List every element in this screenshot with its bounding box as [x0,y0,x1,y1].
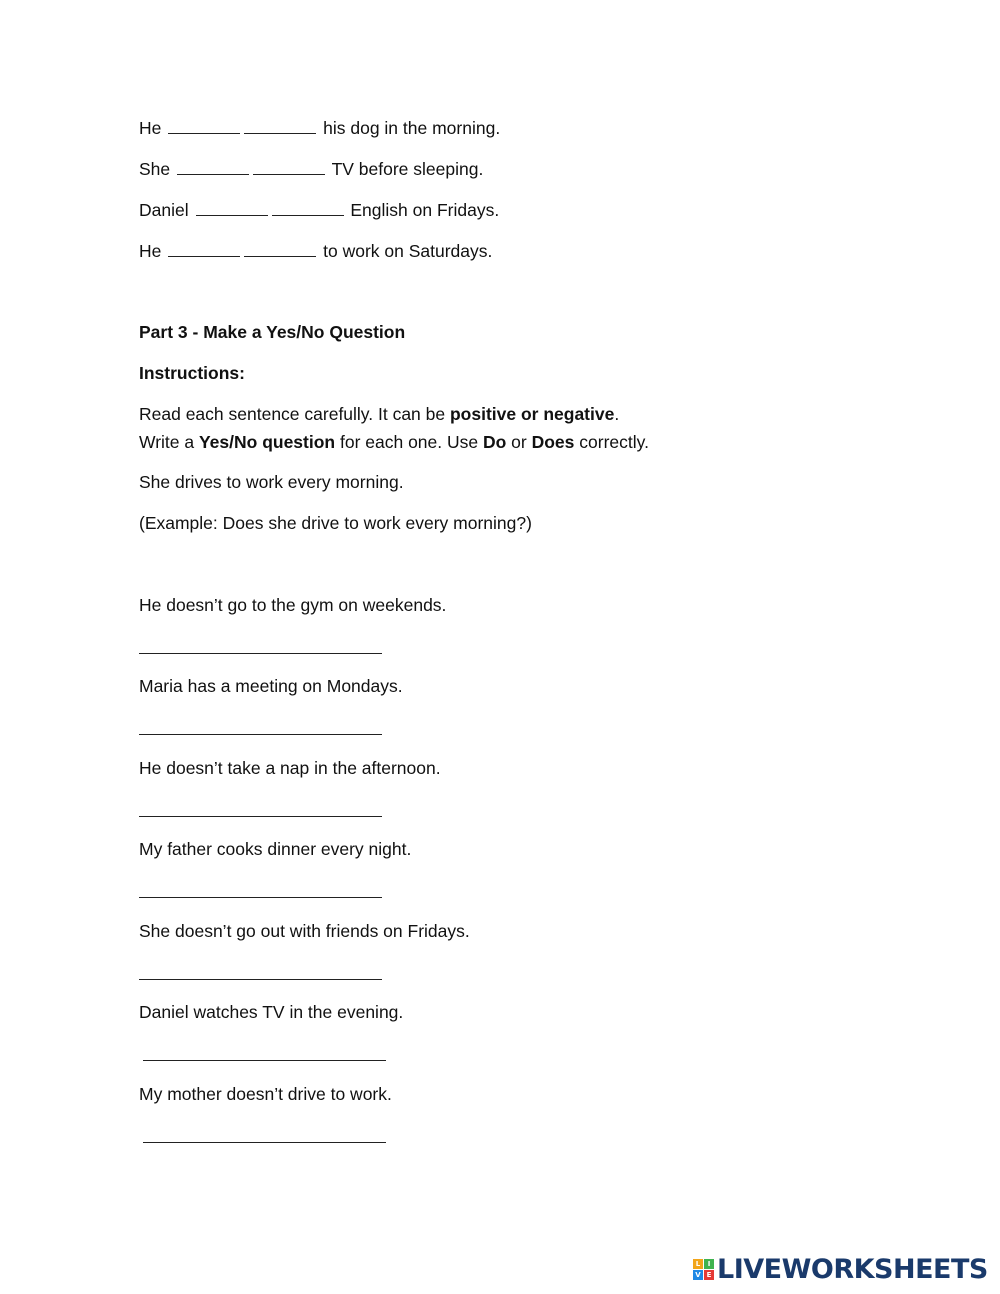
blank-field-1[interactable] [168,119,240,134]
answer-field-1[interactable] [139,627,382,653]
logo-mark-v: V [693,1270,703,1280]
instruction-text: . [614,404,620,424]
answer-underline [143,1142,386,1143]
logo-mark-icon [693,1259,714,1280]
liveworksheets-logo [693,1254,988,1284]
answer-underline [139,816,382,817]
question-item-6: Daniel watches TV in the evening. [139,1002,404,1022]
answer-field-7[interactable] [143,1116,386,1142]
instruction-bold: Does [531,432,575,452]
answer-underline [139,897,382,898]
part2-sentence-1 [139,116,500,140]
sentence-rest: his dog in the morning. [323,118,501,138]
answer-field-6[interactable] [143,1034,386,1060]
blank-field-2[interactable] [272,201,344,216]
blank-field-1[interactable] [196,201,268,216]
sentence-subject: He [139,118,162,138]
instruction-text: for each one. Use [335,432,483,452]
instruction-line-2 [139,430,649,454]
sentence-subject: He [139,241,162,261]
question-item-1: He doesn’t go to the gym on weekends. [139,595,447,615]
sentence-rest: English on Fridays. [350,200,500,220]
part2-sentence-4 [139,239,492,263]
answer-field-5[interactable] [139,953,382,979]
answer-field-3[interactable] [139,790,382,816]
question-item-4: My father cooks dinner every night. [139,839,412,859]
sentence-subject: Daniel [139,200,189,220]
blank-field-2[interactable] [253,160,325,175]
question-item-5: She doesn’t go out with friends on Fridays. [139,921,470,941]
instructions-label: Instructions: [139,363,245,383]
sentence-rest: to work on Saturdays. [323,241,493,261]
blank-field-1[interactable] [177,160,249,175]
blank-field-2[interactable] [244,119,316,134]
sentence-subject: She [139,159,171,179]
part2-sentence-3 [139,198,499,222]
instruction-bold: positive or negative [449,404,615,424]
logo-mark-l: L [693,1259,703,1269]
question-item-2: Maria has a meeting on Mondays. [139,676,403,696]
logo-text: LIVEWORKSHEETS [717,1253,988,1285]
example-answer: (Example: Does she drive to work every morning?) [139,513,532,533]
instruction-line-1 [139,402,619,426]
answer-underline [139,653,382,654]
question-item-3: He doesn’t take a nap in the afternoon. [139,758,441,778]
instruction-bold: Do [482,432,507,452]
sentence-rest: TV before sleeping. [331,159,484,179]
blank-field-1[interactable] [168,242,240,257]
answer-field-4[interactable] [139,871,382,897]
example-sentence: She drives to work every morning. [139,472,404,492]
logo-mark-e: E [704,1270,714,1280]
instruction-text: correctly. [574,432,649,452]
instruction-text: or [506,432,532,452]
instruction-text: Write a [139,432,199,452]
answer-underline [143,1060,386,1061]
question-item-7: My mother doesn’t drive to work. [139,1084,392,1104]
logo-mark-i: I [704,1259,714,1269]
answer-underline [139,734,382,735]
part3-title: Part 3 - Make a Yes/No Question [139,322,406,342]
instruction-bold: Yes/No question [198,432,336,452]
answer-underline [139,979,382,980]
part2-sentence-2 [139,157,483,181]
blank-field-2[interactable] [244,242,316,257]
answer-field-2[interactable] [139,708,382,734]
instruction-text: Read each sentence carefully. It can be [139,404,450,424]
